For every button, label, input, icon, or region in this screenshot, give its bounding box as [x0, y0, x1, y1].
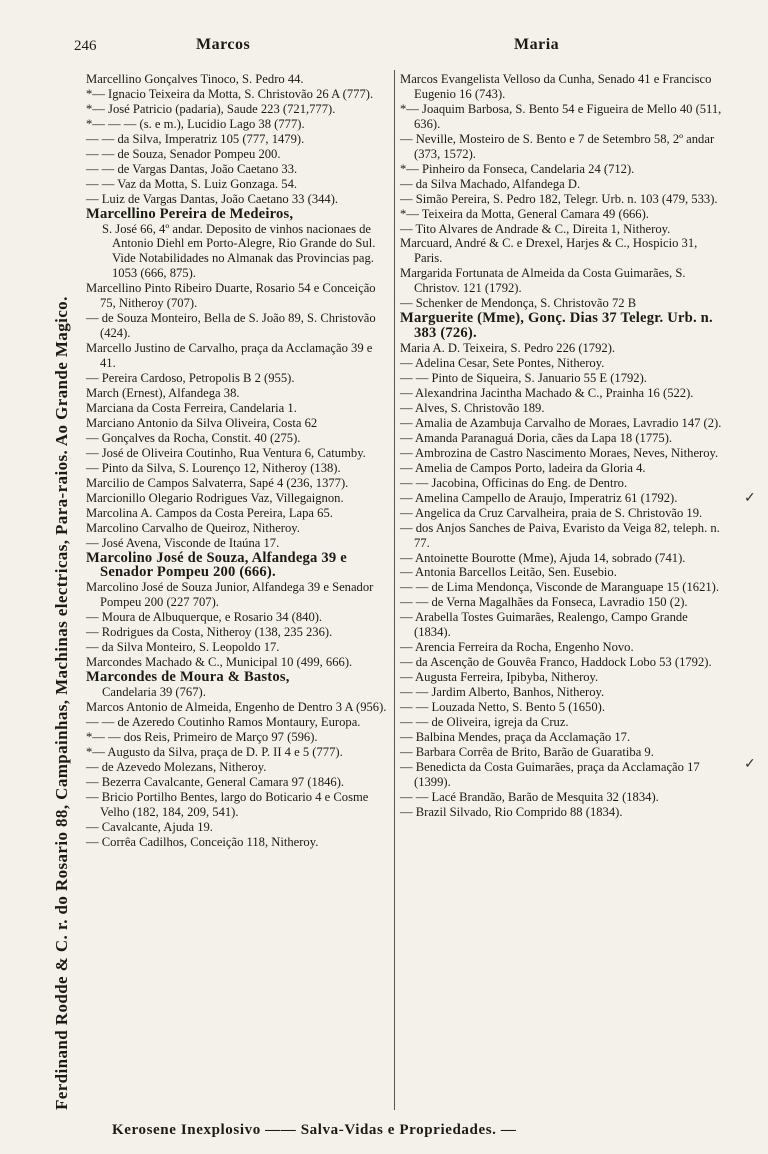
directory-entry: S. José 66, 4º andar. Deposito de vinhos nacionaes de Antonio Diehl em Porto-Alegre, Rio Grande do Sul. Vide Notabilidades no Almanak das Provincias pag. 1053 (666, 875).: [102, 221, 376, 281]
directory-entry: *— Ignacio Teixeira da Motta, S. Christovão 26 A (777).: [86, 86, 374, 101]
directory-entry: — Moura de Albuquerque, e Rosario 34 (840).: [86, 610, 323, 625]
page-number: 246: [74, 38, 97, 54]
directory-entry: — da Ascenção de Gouvêa Franco, Haddock Lobo 53 (1792).: [400, 655, 712, 670]
directory-entry: — — de Oliveira, igreja da Cruz.: [400, 714, 569, 729]
directory-entry: Marcionillo Olegario Rodrigues Vaz, Villegaignon.: [86, 490, 344, 505]
directory-entry: *— Teixeira da Motta, General Camara 49 (666).: [400, 206, 649, 221]
directory-entry: Marcondes Machado & C., Municipal 10 (499, 666).: [86, 655, 353, 670]
directory-entry: *— Augusto da Silva, praça de D. P. II 4 e 5 (777).: [86, 744, 343, 759]
directory-entry: — — Jacobina, Officinas do Eng. de Dentro.: [400, 475, 628, 490]
directory-entry: — — de Azeredo Coutinho Ramos Montaury, Europa.: [86, 714, 361, 729]
directory-entry: — — Vaz da Motta, S. Luiz Gonzaga. 54.: [86, 176, 298, 191]
directory-entry: — Cavalcante, Ajuda 19.: [86, 819, 213, 834]
directory-entry: — Neville, Mosteiro de S. Bento e 7 de Setembro 58, 2º andar (373, 1572).: [400, 131, 715, 161]
directory-entry: Candelaria 39 (767).: [102, 685, 206, 700]
directory-entry: Marcellino Pereira de Medeiros,: [86, 205, 294, 222]
directory-entry: — Tito Alvares de Andrade & C., Direita 1, Nitheroy.: [400, 221, 671, 236]
directory-entry: — Amanda Paranaguá Doria, cães da Lapa 18 (1775).: [400, 430, 673, 445]
directory-entry: — Barbara Corrêa de Brito, Barão de Guaratiba 9.: [400, 744, 654, 759]
column-divider: [394, 70, 395, 1110]
directory-entry: — Simão Pereira, S. Pedro 182, Telegr. Urb. n. 103 (479, 533).: [400, 191, 718, 206]
directory-entry: — Pereira Cardoso, Petropolis B 2 (955).: [86, 371, 295, 386]
directory-entry: Marcolino José de Souza, Alfandega 39 e Senador Pompeu 200 (666).: [86, 549, 347, 581]
left-heading: Marcos: [196, 36, 251, 53]
directory-entry: *— — dos Reis, Primeiro de Março 97 (596).: [86, 729, 318, 744]
directory-entry: — Bezerra Cavalcante, General Camara 97 (1846).: [86, 774, 345, 789]
directory-entry: — Schenker de Mendonça, S. Christovão 72 B: [400, 296, 637, 311]
directory-entry: Marcello Justino de Carvalho, praça da Acclamação 39 e 41.: [86, 341, 373, 371]
directory-entry: Marcondes de Moura & Bastos,: [86, 669, 290, 686]
page-header: [60, 36, 748, 60]
directory-entry: Maria A. D. Teixeira, S. Pedro 226 (1792).: [400, 341, 616, 356]
directory-entry: — Amelina Campello de Araujo, Imperatriz 61 (1792).: [400, 490, 678, 505]
directory-entry: Marcos Evangelista Velloso da Cunha, Senado 41 e Francisco Eugenio 16 (743).: [400, 72, 712, 101]
directory-entry: — da Silva Monteiro, S. Leopoldo 17.: [86, 640, 280, 655]
directory-entry: — — de Vargas Dantas, João Caetano 33.: [86, 161, 298, 176]
right-heading: Maria: [514, 36, 560, 53]
directory-entry: — Bricio Portilho Bentes, largo do Boticario 4 e Cosme Velho (182, 184, 209, 541).: [86, 789, 369, 819]
directory-entry: — Augusta Ferreira, Ipibyba, Nitheroy.: [400, 670, 599, 685]
directory-entry: — Gonçalves da Rocha, Constit. 40 (275).: [86, 430, 301, 445]
directory-entry: — — Jardim Alberto, Banhos, Nitheroy.: [400, 685, 605, 700]
directory-entry: — Brazil Silvado, Rio Comprido 88 (1834).: [400, 804, 623, 819]
directory-entry: — — Lacé Brandão, Barão de Mesquita 32 (1834).: [400, 789, 659, 804]
directory-entry: *— Pinheiro da Fonseca, Candelaria 24 (712).: [400, 161, 635, 176]
directory-entry: — Corrêa Cadilhos, Conceição 118, Nitheroy.: [86, 834, 319, 849]
margin-pencil-mark-icon: ✓: [744, 757, 756, 772]
directory-entry: — José Avena, Visconde de Itaúna 17.: [86, 535, 280, 550]
left-column: [86, 72, 391, 850]
footer-advert: Kerosene Inexplosivo —— Salva-Vidas e Propriedades. —: [112, 1122, 517, 1138]
directory-entry: *— José Patricio (padaria), Saude 223 (721,777).: [86, 101, 336, 116]
directory-entry: Marcellino Gonçalves Tinoco, S. Pedro 44.: [86, 72, 304, 86]
directory-entry: — — Louzada Netto, S. Bento 5 (1650).: [400, 700, 605, 715]
directory-entry: — Amelia de Campos Porto, ladeira da Gloria 4.: [400, 460, 646, 475]
directory-entry: Margarida Fortunata de Almeida da Costa Guimarães, S. Christov. 121 (1792).: [400, 266, 686, 296]
directory-entry: *— — — (s. e m.), Lucidio Lago 38 (777).: [86, 116, 305, 131]
directory-entry: — Adelina Cesar, Sete Pontes, Nitheroy.: [400, 356, 605, 371]
directory-entry: *— Joaquim Barbosa, S. Bento 54 e Figueira de Mello 40 (511, 636).: [400, 101, 722, 131]
margin-pencil-mark-icon: ✓: [744, 491, 756, 506]
directory-entry: Marcos Antonio de Almeida, Engenho de Dentro 3 A (956).: [86, 700, 387, 715]
directory-entry: — Alexandrina Jacintha Machado & C., Prainha 16 (522).: [400, 386, 694, 401]
right-column: [400, 72, 724, 820]
directory-entry: Marcolino José de Souza Junior, Alfandega 39 e Senador Pompeu 200 (227 707).: [86, 580, 374, 610]
directory-entry: March (Ernest), Alfandega 38.: [86, 386, 240, 401]
directory-entry: Marciano Antonio da Silva Oliveira, Costa 62: [86, 415, 318, 430]
directory-entry: — de Souza Monteiro, Bella de S. João 89, S. Christovão (424).: [86, 311, 376, 341]
directory-entry: — Alves, S. Christovão 189.: [400, 400, 545, 415]
directory-entry: — José de Oliveira Coutinho, Rua Ventura 6, Catumby.: [86, 445, 366, 460]
directory-entry: — Pinto da Silva, S. Lourenço 12, Nitheroy (138).: [86, 460, 341, 475]
directory-entry: — — de Verna Magalhães da Fonseca, Lavradio 150 (2).: [400, 595, 688, 610]
directory-entry: — Arencia Ferreira da Rocha, Engenho Novo.: [400, 640, 634, 655]
directory-entry: — Amalia de Azambuja Carvalho de Moraes, Lavradio 147 (2).: [400, 415, 722, 430]
directory-entry: — — Pinto de Siqueira, S. Januario 55 E (1792).: [400, 371, 647, 386]
directory-entry: Marcuard, André & C. e Drexel, Harjes & C., Hospicio 31, Paris.: [400, 236, 698, 266]
directory-entry: — Angelica da Cruz Carvalheira, praia de S. Christovão 19.: [400, 505, 703, 520]
directory-entry: Marciana da Costa Ferreira, Candelaria 1.: [86, 400, 297, 415]
directory-entry: — Ambrozina de Castro Nascimento Moraes, Neves, Nitheroy.: [400, 445, 719, 460]
directory-entry: — — de Lima Mendonça, Visconde de Maranguape 15 (1621).: [400, 580, 720, 595]
directory-entry: — Arabella Tostes Guimarães, Realengo, Campo Grande (1834).: [400, 610, 688, 640]
directory-entry: — dos Anjos Sanches de Paiva, Evaristo da Veiga 82, teleph. n. 77.: [400, 520, 720, 550]
directory-entry: — Balbina Mendes, praça da Acclamação 17.: [400, 729, 631, 744]
directory-entry: — de Azevedo Molezans, Nitheroy.: [86, 759, 267, 774]
directory-entry: Marcolino Carvalho de Queiroz, Nitheroy.: [86, 520, 300, 535]
directory-entry: Marcellino Pinto Ribeiro Duarte, Rosario 54 e Conceição 75, Nitheroy (707).: [86, 281, 376, 311]
vertical-advert-banner: Ferdinand Rodde & C. r. do Rosario 88, Campainhas, Machinas electricas, Para-raios. Ao Grande Magico.: [52, 296, 71, 1110]
directory-entry: — — de Souza, Senador Pompeu 200.: [86, 146, 281, 161]
directory-entry: — Antonia Barcellos Leitão, Sen. Eusebio.: [400, 565, 617, 580]
directory-entry: Marcilio de Campos Salvaterra, Sapé 4 (236, 1377).: [86, 475, 349, 490]
directory-entry: — Benedicta da Costa Guimarães, praça da Acclamação 17 (1399).: [400, 759, 700, 789]
directory-entry: — Luiz de Vargas Dantas, João Caetano 33 (344).: [86, 191, 339, 206]
directory-entry: Marguerite (Mme), Gonç. Dias 37 Telegr. Urb. n. 383 (726).: [400, 310, 713, 342]
directory-entry: — Rodrigues da Costa, Nitheroy (138, 235 236).: [86, 625, 333, 640]
directory-entry: — da Silva Machado, Alfandega D.: [400, 176, 581, 191]
directory-entry: — Antoinette Bourotte (Mme), Ajuda 14, sobrado (741).: [400, 550, 686, 565]
directory-entry: — — da Silva, Imperatriz 105 (777, 1479).: [86, 131, 305, 146]
directory-entry: Marcolina A. Campos da Costa Pereira, Lapa 65.: [86, 505, 333, 520]
